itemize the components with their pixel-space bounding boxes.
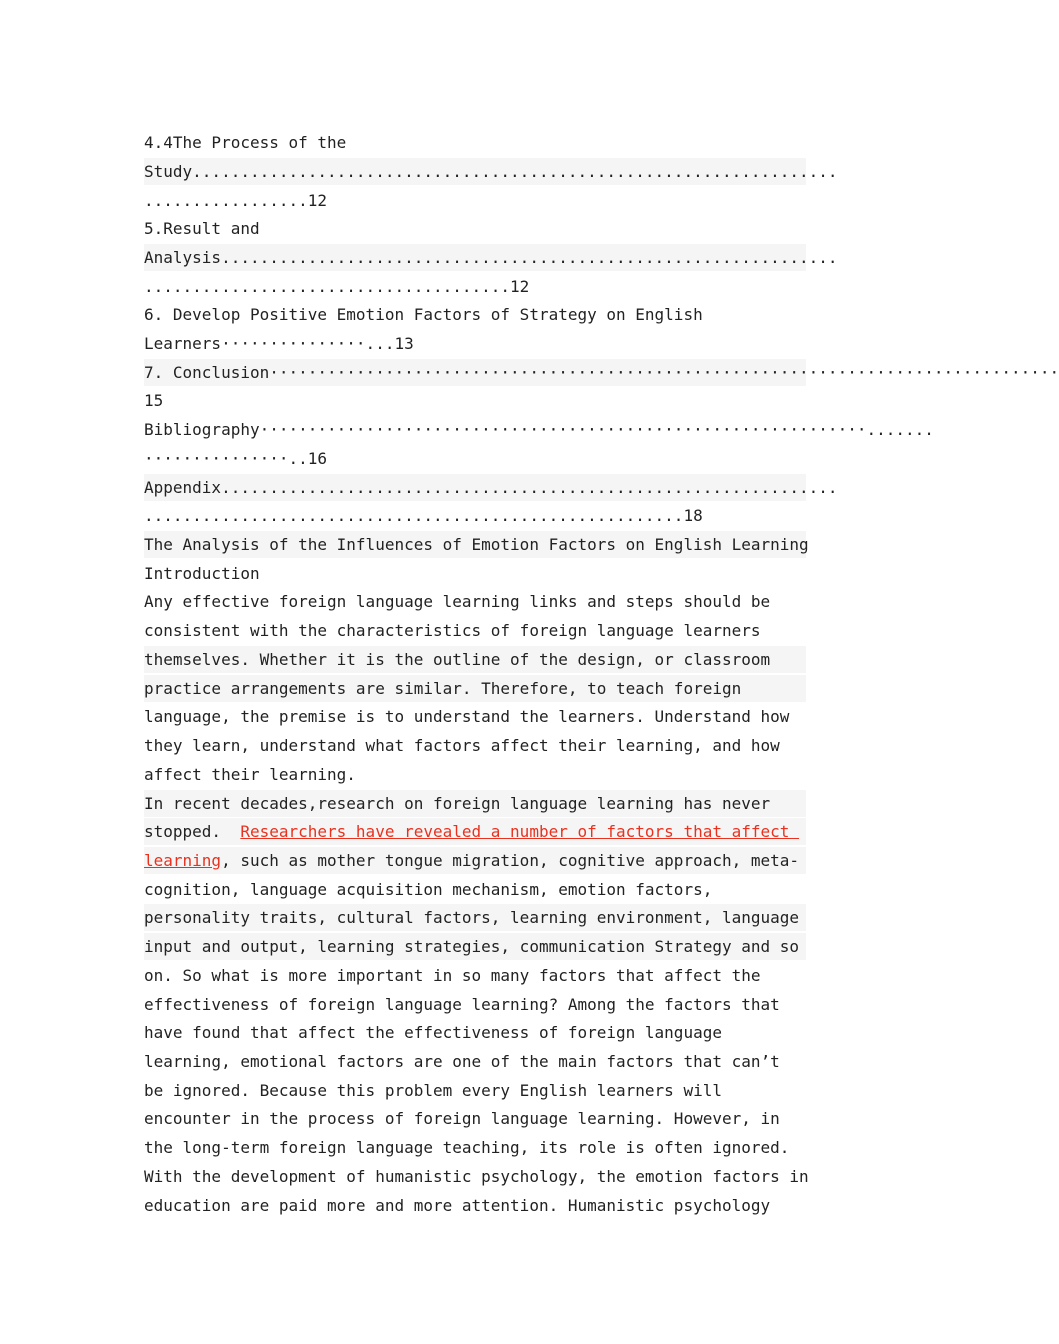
paragraph-2-line: encounter in the process of foreign language learning. However, in [144, 1109, 780, 1128]
document-title: The Analysis of the Influences of Emotion Factors on English Learning [144, 531, 806, 558]
paragraph-1-line: themselves. Whether it is the outline of the design, or classroom [144, 646, 806, 673]
section-heading-introduction: Introduction [144, 564, 260, 583]
paragraph-2-line: the long-term foreign language teaching, its role is often ignored. [144, 1138, 790, 1157]
paragraph-2-line: personality traits, cultural factors, learning environment, language [144, 904, 806, 931]
toc-entry-bibliography-page: ···············..16 [144, 449, 328, 468]
paragraph-2-line: be ignored. Because this problem every English learners will [144, 1081, 722, 1100]
paragraph-2-line: have found that affect the effectiveness of foreign language [144, 1023, 722, 1042]
paragraph-2-line: In recent decades,research on foreign language learning has never [144, 790, 806, 817]
toc-entry-4-4-page: .................12 [144, 191, 328, 210]
toc-entry-6-page: Learners···············...13 [144, 334, 414, 353]
paragraph-2-line: effectiveness of foreign language learning? Among the factors that [144, 995, 780, 1014]
toc-entry-7-title[interactable]: 7. Conclusion·················································································· [144, 359, 806, 386]
paragraph-2-line [144, 847, 806, 874]
paragraph-2-line [144, 818, 806, 845]
toc-entry-5-leader: Analysis................................................................ [144, 244, 806, 271]
toc-entry-bibliography[interactable]: Bibliography·······························································....... [144, 420, 934, 439]
paragraph-2-line: education are paid more and more attention. Humanistic psychology [144, 1196, 771, 1215]
paragraph-1-line: Any effective foreign language learning links and steps should be [144, 592, 771, 611]
toc-entry-5-title[interactable]: 5.Result and [144, 219, 260, 238]
paragraph-2-line: on. So what is more important in so many factors that affect the [144, 966, 761, 985]
toc-entry-7-page: 15 [144, 391, 164, 410]
paragraph-1-line: practice arrangements are similar. Therefore, to teach foreign [144, 675, 806, 702]
paragraph-2-line: With the development of humanistic psychology, the emotion factors in [144, 1167, 809, 1186]
toc-entry-4-4-leader: Study................................................................... [144, 158, 806, 185]
hyperlink-factors-continued[interactable]: learning [144, 851, 222, 870]
paragraph-1-line: they learn, understand what factors affect their learning, and how [144, 736, 780, 755]
toc-entry-5-page: ......................................12 [144, 277, 530, 296]
paragraph-2-line: cognition, language acquisition mechanism, emotion factors, [144, 880, 713, 899]
toc-entry-6-title[interactable]: 6. Develop Positive Emotion Factors of Strategy on English [144, 305, 703, 324]
toc-entry-appendix-page: ........................................................18 [144, 506, 703, 525]
paragraph-2-line: input and output, learning strategies, communication Strategy and so [144, 933, 806, 960]
paragraph-2-text: stopped. [144, 822, 241, 841]
paragraph-2-line: learning, emotional factors are one of the main factors that can’t [144, 1052, 780, 1071]
paragraph-2-text: , such as mother tongue migration, cognitive approach, meta- [221, 851, 800, 870]
paragraph-1-line: consistent with the characteristics of foreign language learners [144, 621, 761, 640]
toc-entry-appendix[interactable]: Appendix................................................................ [144, 474, 806, 501]
toc-entry-4-4-title[interactable]: 4.4The Process of the [144, 133, 347, 152]
paragraph-1-line: affect their learning. [144, 765, 356, 784]
paragraph-1-line: language, the premise is to understand the learners. Understand how [144, 707, 790, 726]
hyperlink-factors[interactable]: Researchers have revealed a number of factors that affect [240, 822, 800, 841]
